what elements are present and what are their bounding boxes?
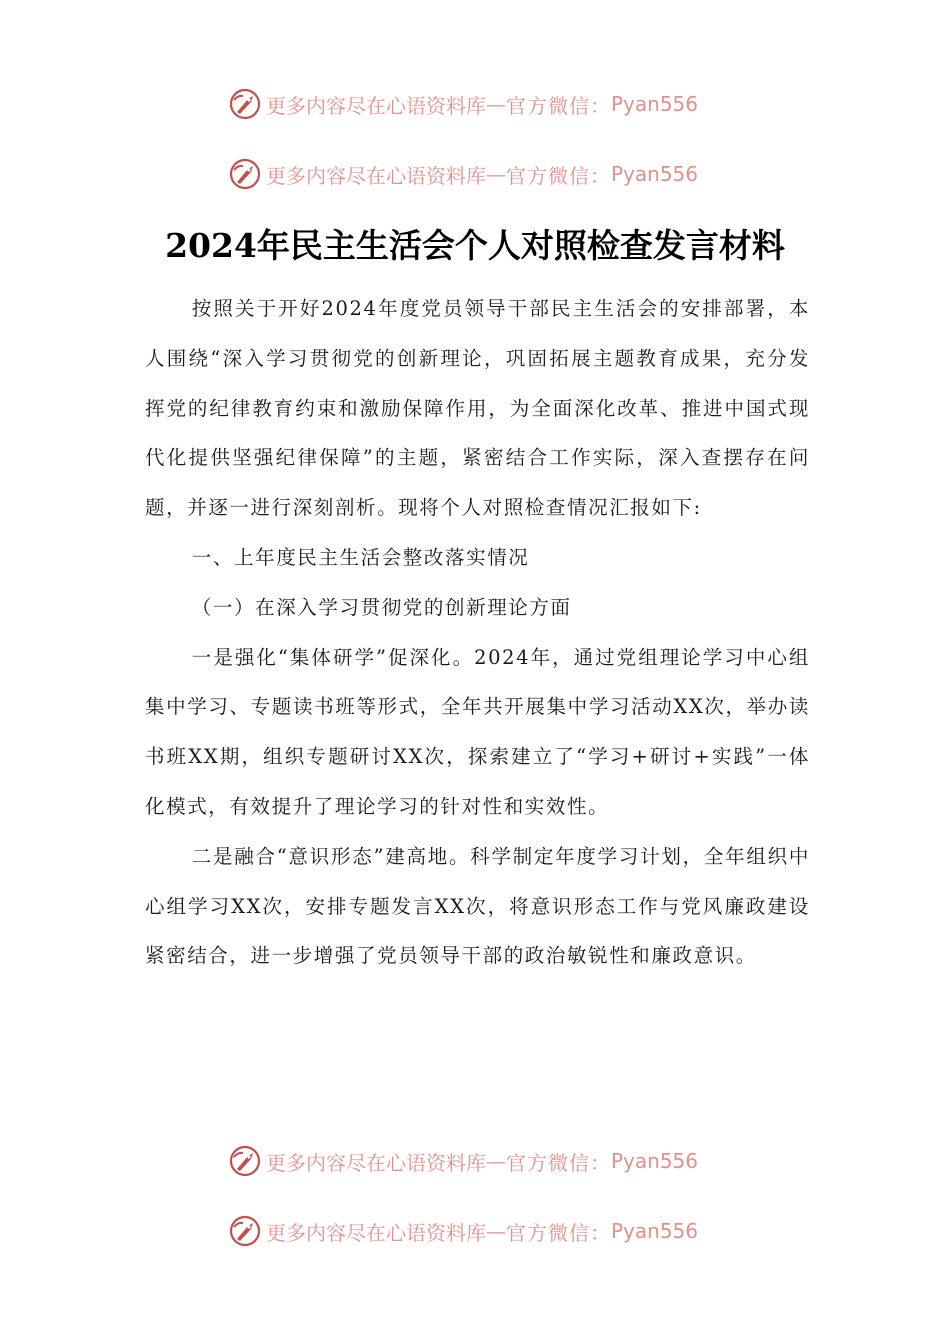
- watermark-wechat-id: Pyan556: [611, 92, 699, 116]
- watermark-dash: —: [486, 92, 506, 116]
- pen-nib-logo-icon: [228, 1214, 262, 1248]
- watermark-wechat-label: 官方微信：: [506, 1150, 611, 1175]
- watermark-banner-top-1: [228, 86, 698, 122]
- paragraph-intro: 按照关于开好2024年度党员领导干部民主生活会的安排部署，本人围绕“深入学习贯彻党的创新理论，巩固拓展主题教育成果，充分发挥党的纪律教育约束和激励保障作用，为全面深化改革、推进中国式现代化提供坚强纪律保障”的主题，紧密结合工作实际，深入查摆存在问题，并逐一进行深刻剖析。现将个人对照检查情况汇报如下:: [145, 297, 810, 520]
- watermark-banner-bottom-1: [228, 1143, 698, 1179]
- paragraph-point-1: 一是强化“集体研学”促深化。2024年，通过党组理论学习中心组集中学习、专题读书班等形式，全年共开展集中学习活动XX次，举办读书班XX期，组织专题研讨XX次，探索建立了“学习+研讨+实践”一体化模式，有效提升了理论学习的针对性和实效性。: [145, 645, 810, 818]
- watermark-banner-top-2: [228, 156, 698, 192]
- watermark-wechat-label: 官方微信：: [506, 93, 611, 118]
- pen-nib-logo-icon: [228, 87, 262, 121]
- watermark-slogan: 更多内容尽在心语资料库: [266, 163, 486, 188]
- watermark-wechat-id: Pyan556: [611, 1149, 699, 1173]
- heading-section-1: 一、上年度民主生活会整改落实情况: [191, 545, 530, 569]
- watermark-dash: —: [486, 1219, 506, 1243]
- document-title: 2024年民主生活会个人对照检查发言材料: [165, 226, 785, 265]
- watermark-slogan: 更多内容尽在心语资料库: [266, 1150, 486, 1175]
- watermark-slogan: 更多内容尽在心语资料库: [266, 1220, 486, 1245]
- watermark-wechat-id: Pyan556: [611, 1219, 699, 1243]
- watermark-wechat-label: 官方微信：: [506, 163, 611, 188]
- heading-subsection-1: （一）在深入学习贯彻党的创新理论方面: [191, 595, 572, 619]
- watermark-dash: —: [486, 1149, 506, 1173]
- paragraph-point-2: 二是融合“意识形态”建高地。科学制定年度学习计划，全年组织中心组学习XX次，安排专题发言XX次，将意识形态工作与党风廉政建设紧密结合，进一步增强了党员领导干部的政治敏锐性和廉政意识。: [145, 844, 810, 968]
- pen-nib-logo-icon: [228, 1144, 262, 1178]
- watermark-banner-bottom-2: [228, 1213, 698, 1249]
- watermark-wechat-id: Pyan556: [611, 162, 699, 186]
- document-body: [145, 284, 810, 981]
- watermark-slogan: 更多内容尽在心语资料库: [266, 93, 486, 118]
- watermark-dash: —: [486, 162, 506, 186]
- pen-nib-logo-icon: [228, 157, 262, 191]
- watermark-wechat-label: 官方微信：: [506, 1220, 611, 1245]
